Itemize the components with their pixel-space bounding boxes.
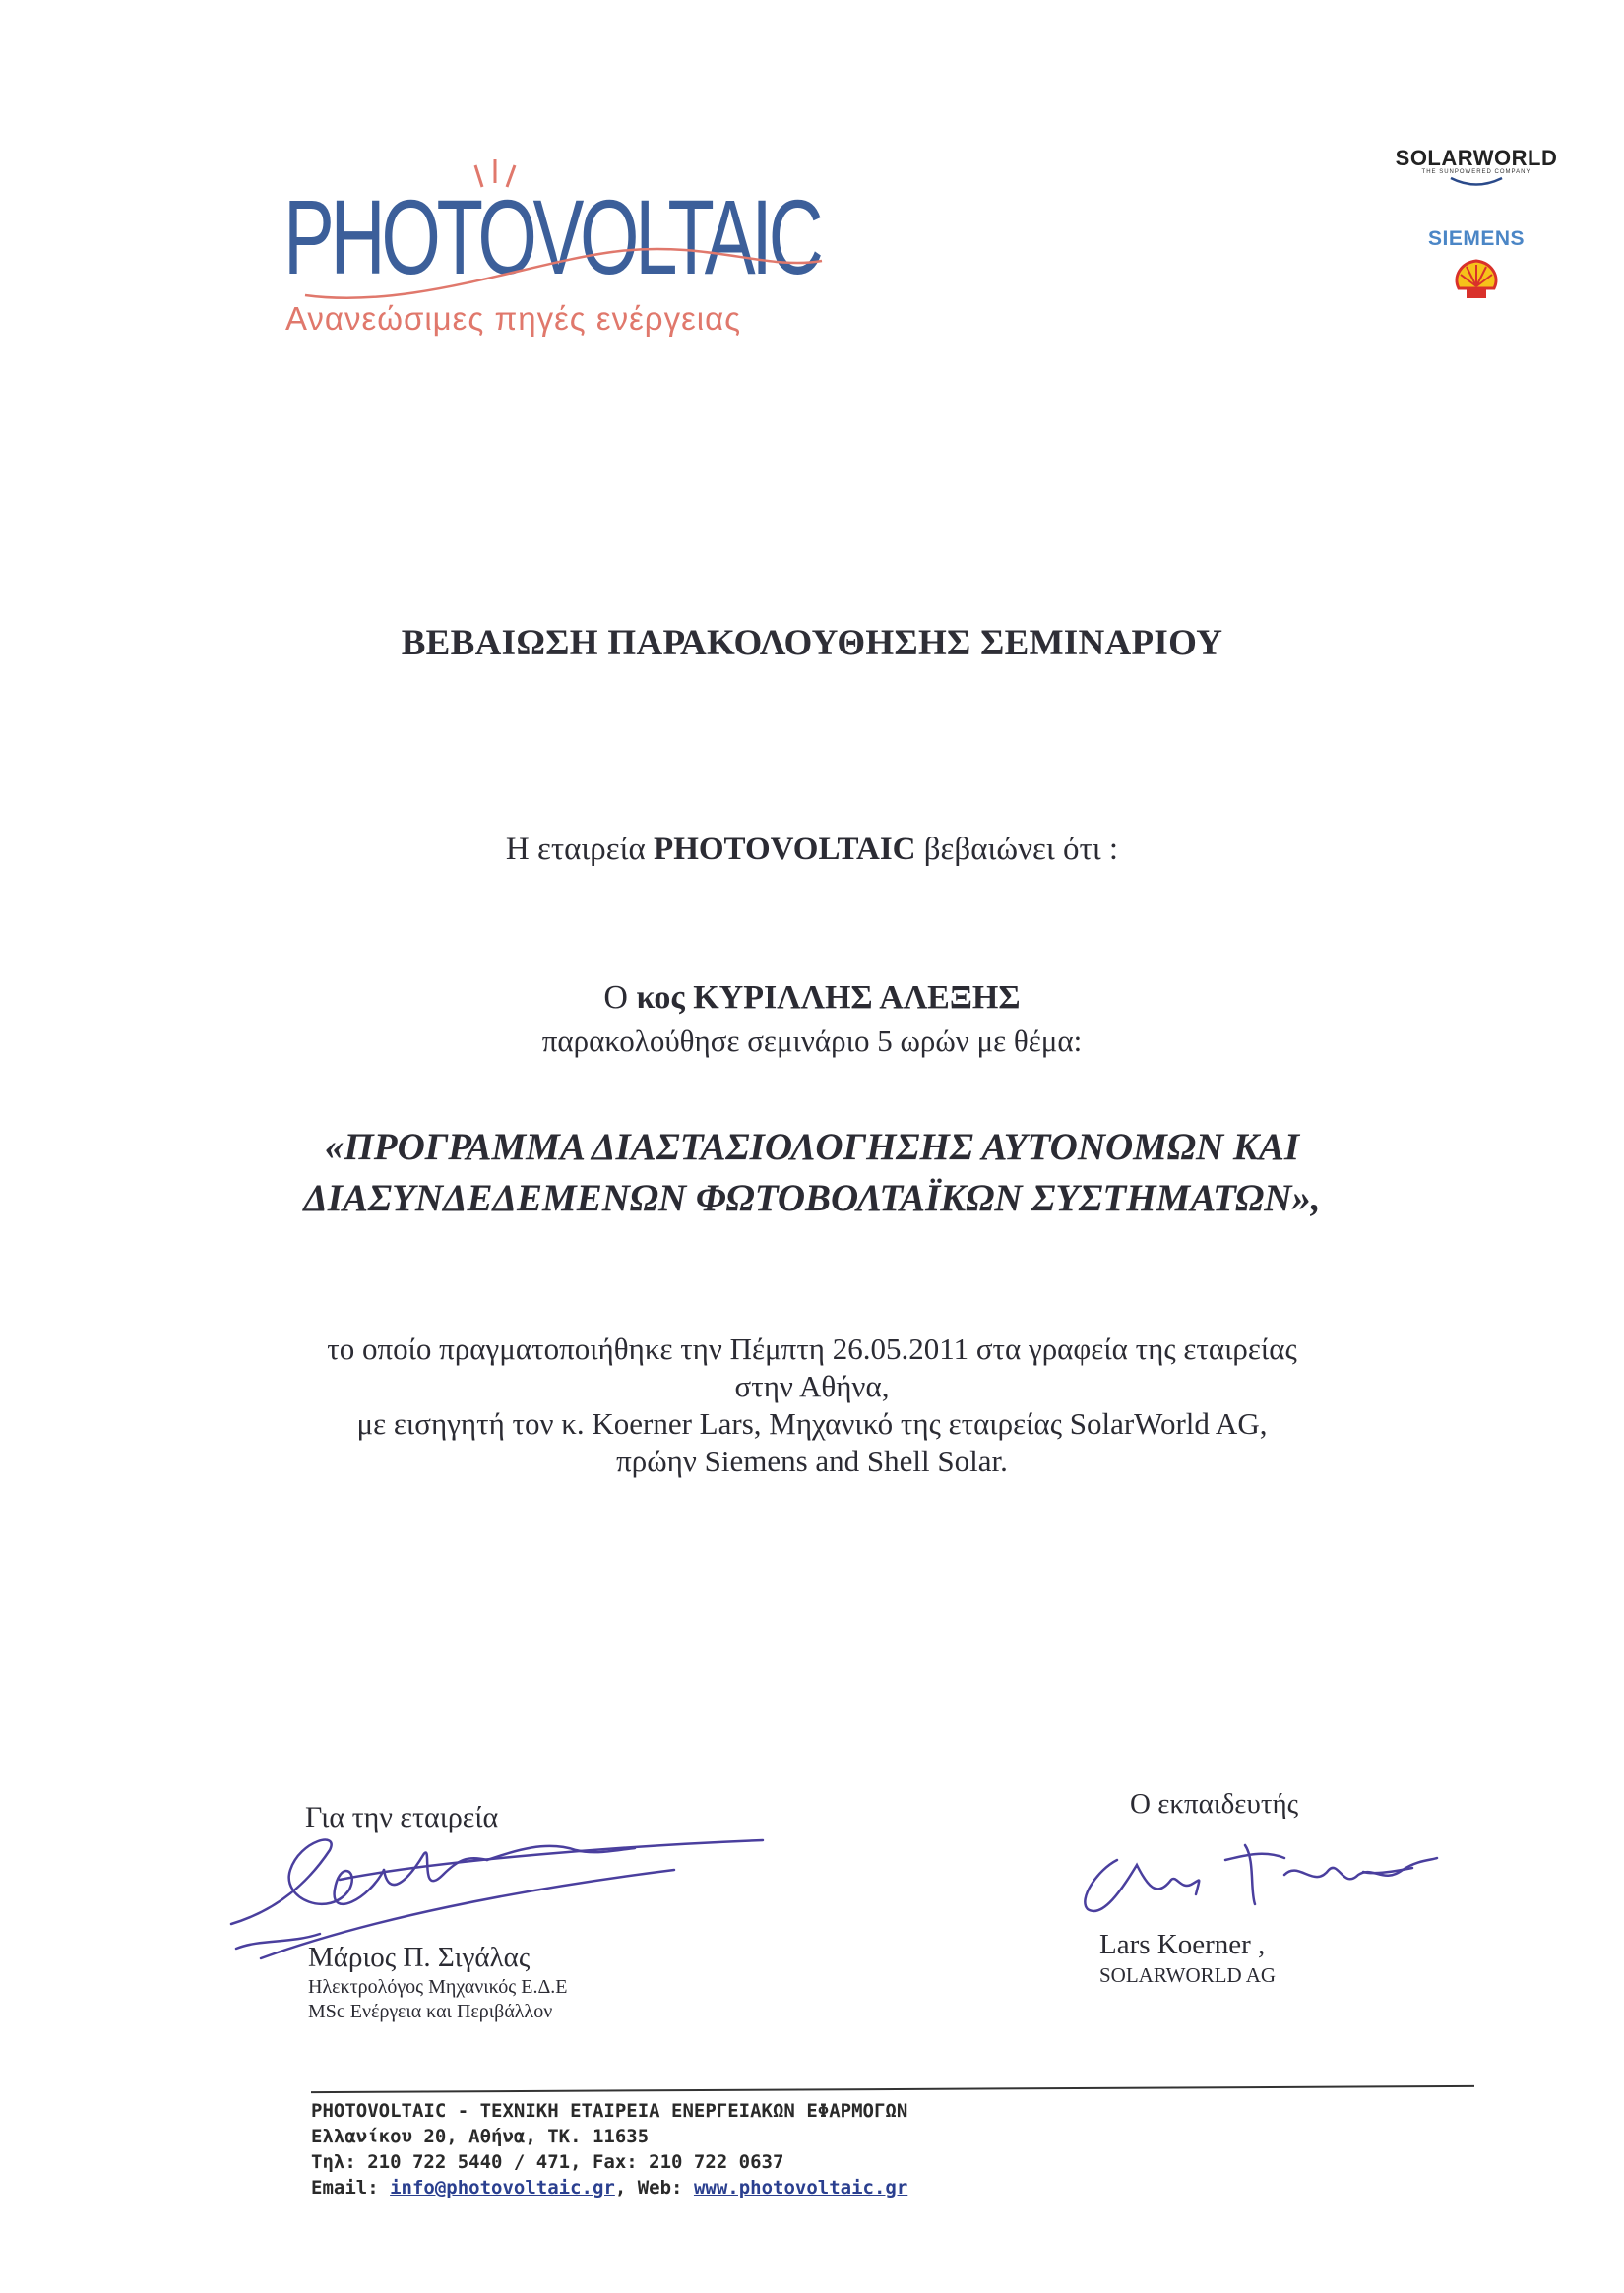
attendee-line: [0, 979, 1624, 1017]
trainer-company: SOLARWORLD AG: [1099, 1963, 1277, 1987]
footer-address: Ελλανίκου 20, Αθήνα, ΤΚ. 11635: [311, 2126, 650, 2147]
seminar-details: [0, 1331, 1624, 1480]
attendee-pre: Ο: [603, 979, 637, 1016]
company-signatory-role-2: MSc Ενέργεια και Περιβάλλον: [308, 2001, 553, 2022]
intro-line: [0, 832, 1624, 868]
footer-contact: [311, 2175, 907, 2200]
trainer-signature-label: Ο εκπαιδευτής: [1130, 1788, 1299, 1820]
shell-logo-icon: [1388, 257, 1565, 307]
topic-line-1: «ΠΡΟΓΡΑΜΜΑ ΔΙΑΣΤΑΣΙΟΛΟΓΗΣΗΣ ΑΥΤΟΝΟΜΩΝ ΚΑΙ: [324, 1126, 1300, 1168]
company-signature-label: Για την εταιρεία: [305, 1801, 499, 1833]
footer-email-label: Email:: [311, 2177, 391, 2199]
footer-web-link[interactable]: www.photovoltaic.gr: [693, 2177, 908, 2199]
photovoltaic-logo: [276, 162, 827, 349]
seminar-topic: [0, 1122, 1624, 1224]
attendee-title: κος: [636, 979, 685, 1016]
siemens-logo: SIEMENS: [1427, 227, 1526, 250]
details-line-2: στην Αθήνα,: [734, 1369, 890, 1403]
company-signatory-name: Μάριος Π. Σιγάλας: [308, 1942, 531, 1973]
details-line-1: το οποίο πραγματοποιήθηκε την Πέμπτη 26.05.2011 στα γραφεία της εταιρείας: [327, 1332, 1297, 1366]
intro-company: PHOTOVOLTAIC: [654, 832, 916, 867]
logo-tagline: Ανανεώσιμες πηγές ενέργειας: [285, 300, 742, 337]
details-line-4: πρώην Siemens and Shell Solar.: [616, 1444, 1008, 1478]
trainer-name: Lars Koerner ,: [1099, 1929, 1266, 1960]
trainer-signature-image: [1078, 1830, 1442, 1939]
topic-line-2: ΔΙΑΣΥΝΔΕΔΕΜΕΝΩΝ ΦΩΤΟΒΟΛΤΑΪΚΩΝ ΣΥΣΤΗΜΑΤΩΝ»,: [303, 1177, 1321, 1219]
company-signatory-role-1: Ηλεκτρολόγος Μηχανικός Ε.Δ.Ε: [308, 1976, 568, 1998]
solarworld-logo: SOLARWORLD: [1395, 146, 1558, 170]
company-footer: [311, 2098, 907, 2200]
intro-post: βεβαιώνει ότι :: [915, 832, 1119, 867]
solarworld-tagline: THE SUNPOWERED COMPANY: [1421, 169, 1531, 175]
footer-company: PHOTOVOLTAIC - ΤΕΧΝΙΚΗ ΕΤΑΙΡΕΙΑ ΕΝΕΡΓΕΙΑΚΩΝ ΕΦΑΡΜΟΓΩΝ: [311, 2100, 908, 2122]
attended-line: παρακολούθησε σεμινάριο 5 ωρών με θέμα:: [541, 1023, 1083, 1058]
solarworld-swoosh-icon: [1447, 175, 1506, 189]
attendee-name: ΚΥΡΙΛΛΗΣ ΑΛΕΞΗΣ: [684, 979, 1021, 1016]
footer-divider: [311, 2085, 1474, 2093]
logo-wordmark: PHOTOVOLTAIC: [283, 177, 820, 296]
certificate-title: ΒΕΒΑΙΩΣΗ ΠΑΡΑΚΟΛΟΥΘΗΣΗΣ ΣΕΜΙΝΑΡΙΟΥ: [401, 623, 1223, 663]
details-line-3: με εισηγητή τον κ. Koerner Lars, Μηχανικό της εταιρείας SolarWorld AG,: [356, 1406, 1268, 1441]
intro-pre: Η εταιρεία: [505, 832, 655, 867]
footer-phone: Τηλ: 210 722 5440 / 471, Fax: 210 722 0637: [311, 2151, 784, 2173]
partner-logos: [1388, 146, 1565, 307]
footer-web-label: , Web:: [614, 2177, 694, 2199]
footer-email-link[interactable]: info@photovoltaic.gr: [390, 2177, 615, 2199]
